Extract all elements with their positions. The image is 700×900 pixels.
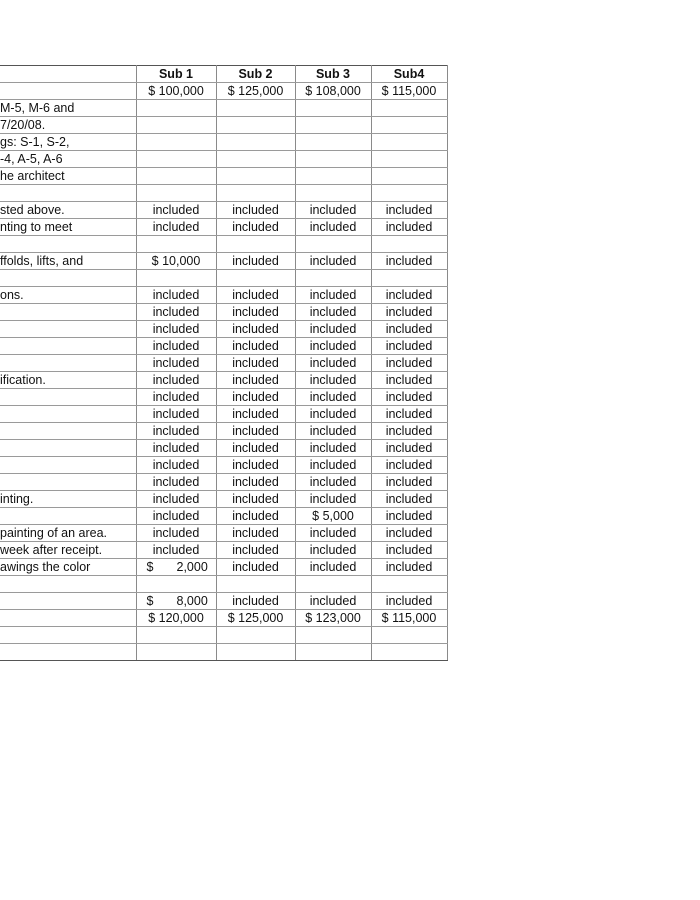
bid-value-sub-3: included <box>295 389 371 406</box>
bid-value-sub-4: included <box>371 304 447 321</box>
row-description <box>0 457 136 474</box>
row-description: 7/20/08. <box>0 117 136 134</box>
row-description <box>0 576 136 593</box>
bid-value-sub-2: included <box>216 338 295 355</box>
bid-value-sub-1: $ 8,000 <box>136 593 216 610</box>
bid-value-sub-1: included <box>136 389 216 406</box>
bid-value-sub-2 <box>216 185 295 202</box>
bid-value-sub-4: included <box>371 287 447 304</box>
bid-value-sub-4: $ 115,000 <box>371 610 447 627</box>
bid-value-sub-2 <box>216 576 295 593</box>
table-row <box>0 202 447 219</box>
bid-value-sub-3 <box>295 100 371 117</box>
bid-value-sub-1: included <box>136 321 216 338</box>
bid-value-sub-3: included <box>295 253 371 270</box>
bid-value-sub-3: included <box>295 440 371 457</box>
row-description <box>0 338 136 355</box>
bid-value-sub-1 <box>136 236 216 253</box>
table-row <box>0 253 447 270</box>
table-row <box>0 100 447 117</box>
bid-value-sub-2 <box>216 236 295 253</box>
bid-value-sub-4: included <box>371 372 447 389</box>
bid-value-sub-2 <box>216 100 295 117</box>
row-description: awings the color <box>0 559 136 576</box>
bid-value-sub-1: included <box>136 372 216 389</box>
bid-value-sub-1 <box>136 627 216 644</box>
table-row <box>0 151 447 168</box>
row-description <box>0 389 136 406</box>
bid-value-sub-2: included <box>216 593 295 610</box>
bid-value-sub-1 <box>136 100 216 117</box>
bid-value-sub-3: included <box>295 559 371 576</box>
bid-value-sub-2 <box>216 151 295 168</box>
row-description <box>0 644 136 661</box>
bid-value-sub-1: included <box>136 423 216 440</box>
bid-value-sub-2: included <box>216 542 295 559</box>
bid-value-sub-4 <box>371 168 447 185</box>
bid-value-sub-3 <box>295 236 371 253</box>
column-header-sub-1: Sub 1 <box>136 66 216 83</box>
bid-value-sub-3 <box>295 151 371 168</box>
bid-value-sub-2: $ 125,000 <box>216 83 295 100</box>
bid-value-sub-3 <box>295 576 371 593</box>
table-row <box>0 117 447 134</box>
bid-value-sub-3 <box>295 270 371 287</box>
row-description: inting. <box>0 491 136 508</box>
bid-value-sub-3: included <box>295 423 371 440</box>
row-description <box>0 423 136 440</box>
bid-value-sub-3: included <box>295 219 371 236</box>
bid-value-sub-1: $ 120,000 <box>136 610 216 627</box>
table-row <box>0 559 447 576</box>
bid-value-sub-4: included <box>371 253 447 270</box>
bid-value-sub-2: included <box>216 202 295 219</box>
table-row <box>0 236 447 253</box>
table-row <box>0 185 447 202</box>
bid-value-sub-1: included <box>136 355 216 372</box>
bid-value-sub-3: included <box>295 287 371 304</box>
table-row <box>0 338 447 355</box>
bid-value-sub-1: included <box>136 457 216 474</box>
table-row <box>0 423 447 440</box>
row-description <box>0 440 136 457</box>
row-description: ification. <box>0 372 136 389</box>
table-row <box>0 134 447 151</box>
table-row <box>0 457 447 474</box>
bid-value-sub-1: included <box>136 474 216 491</box>
row-description: he architect <box>0 168 136 185</box>
bid-value-sub-2 <box>216 627 295 644</box>
row-description <box>0 610 136 627</box>
bid-value-sub-1: included <box>136 440 216 457</box>
bid-value-sub-2: included <box>216 440 295 457</box>
bid-value-sub-4 <box>371 151 447 168</box>
bid-value-sub-2: included <box>216 253 295 270</box>
table-row <box>0 508 447 525</box>
bid-value-sub-1: included <box>136 542 216 559</box>
table-row <box>0 610 447 627</box>
bid-value-sub-2: included <box>216 559 295 576</box>
bid-value-sub-4: included <box>371 219 447 236</box>
bid-value-sub-1: included <box>136 338 216 355</box>
bid-value-sub-4: included <box>371 559 447 576</box>
bid-value-sub-4 <box>371 236 447 253</box>
row-description: -4, A-5, A-6 <box>0 151 136 168</box>
bid-value-sub-3: included <box>295 525 371 542</box>
bid-value-sub-2: included <box>216 525 295 542</box>
bid-value-sub-1 <box>136 134 216 151</box>
column-header-sub-2: Sub 2 <box>216 66 295 83</box>
bid-value-sub-3: included <box>295 338 371 355</box>
header-description-cell <box>0 66 136 83</box>
table-row <box>0 593 447 610</box>
table-row <box>0 491 447 508</box>
bid-value-sub-2: included <box>216 491 295 508</box>
row-description <box>0 508 136 525</box>
bid-value-sub-2: included <box>216 474 295 491</box>
table-row <box>0 270 447 287</box>
bid-value-sub-2: $ 125,000 <box>216 610 295 627</box>
bid-value-sub-2 <box>216 117 295 134</box>
bid-value-sub-4: included <box>371 338 447 355</box>
column-header-sub-3: Sub 3 <box>295 66 371 83</box>
bid-value-sub-2: included <box>216 219 295 236</box>
row-description: ons. <box>0 287 136 304</box>
bid-value-sub-4: included <box>371 202 447 219</box>
table-row <box>0 627 447 644</box>
table-row <box>0 576 447 593</box>
bid-value-sub-3: $ 5,000 <box>295 508 371 525</box>
bid-value-sub-2 <box>216 270 295 287</box>
bid-value-sub-4: included <box>371 457 447 474</box>
table-row <box>0 372 447 389</box>
bid-value-sub-1: included <box>136 287 216 304</box>
row-description <box>0 83 136 100</box>
row-description: sted above. <box>0 202 136 219</box>
table-row <box>0 474 447 491</box>
bid-value-sub-3 <box>295 627 371 644</box>
bid-value-sub-2 <box>216 168 295 185</box>
bid-value-sub-3 <box>295 644 371 661</box>
row-description <box>0 236 136 253</box>
bid-value-sub-4 <box>371 644 447 661</box>
bid-value-sub-2 <box>216 644 295 661</box>
bid-value-sub-3: $ 108,000 <box>295 83 371 100</box>
bid-value-sub-1 <box>136 117 216 134</box>
row-description <box>0 270 136 287</box>
bid-value-sub-2: included <box>216 304 295 321</box>
bid-value-sub-4: included <box>371 525 447 542</box>
bid-value-sub-4 <box>371 134 447 151</box>
bid-value-sub-4 <box>371 117 447 134</box>
bid-value-sub-4: included <box>371 406 447 423</box>
bid-value-sub-3: included <box>295 304 371 321</box>
row-description <box>0 627 136 644</box>
table-row <box>0 644 447 661</box>
bid-value-sub-3 <box>295 134 371 151</box>
bid-value-sub-3: included <box>295 474 371 491</box>
table-row <box>0 83 447 100</box>
table-row <box>0 304 447 321</box>
bid-value-sub-1 <box>136 270 216 287</box>
row-description: ffolds, lifts, and <box>0 253 136 270</box>
table-row <box>0 321 447 338</box>
bid-value-sub-4: included <box>371 321 447 338</box>
bid-value-sub-4: included <box>371 355 447 372</box>
bid-value-sub-4: included <box>371 389 447 406</box>
table-row <box>0 406 447 423</box>
bid-value-sub-3: included <box>295 321 371 338</box>
row-description: week after receipt. <box>0 542 136 559</box>
bid-value-sub-3: included <box>295 457 371 474</box>
bid-value-sub-4: included <box>371 474 447 491</box>
bid-value-sub-4: included <box>371 593 447 610</box>
table-row <box>0 287 447 304</box>
bid-value-sub-4: included <box>371 423 447 440</box>
row-description <box>0 593 136 610</box>
row-description: nting to meet <box>0 219 136 236</box>
bid-value-sub-4 <box>371 576 447 593</box>
column-header-sub-4: Sub4 <box>371 66 447 83</box>
bid-value-sub-4 <box>371 100 447 117</box>
bid-value-sub-1: $ 2,000 <box>136 559 216 576</box>
bid-value-sub-3: included <box>295 372 371 389</box>
bid-value-sub-1 <box>136 168 216 185</box>
bid-value-sub-4: included <box>371 491 447 508</box>
bid-value-sub-2 <box>216 134 295 151</box>
table-row <box>0 389 447 406</box>
bid-value-sub-4: included <box>371 440 447 457</box>
table-row <box>0 355 447 372</box>
bid-value-sub-1: included <box>136 406 216 423</box>
table-row <box>0 542 447 559</box>
bid-value-sub-2: included <box>216 372 295 389</box>
table-row <box>0 219 447 236</box>
row-description <box>0 304 136 321</box>
bid-value-sub-1: included <box>136 525 216 542</box>
bid-value-sub-1: included <box>136 491 216 508</box>
bid-value-sub-2: included <box>216 406 295 423</box>
bid-value-sub-3: included <box>295 202 371 219</box>
row-description: M-5, M-6 and <box>0 100 136 117</box>
bid-value-sub-3 <box>295 168 371 185</box>
bid-value-sub-1: $ 100,000 <box>136 83 216 100</box>
bid-value-sub-1 <box>136 576 216 593</box>
bid-value-sub-2: included <box>216 508 295 525</box>
bid-value-sub-4: included <box>371 508 447 525</box>
bid-value-sub-2: included <box>216 355 295 372</box>
bid-value-sub-4 <box>371 627 447 644</box>
bid-value-sub-2: included <box>216 423 295 440</box>
row-description <box>0 474 136 491</box>
row-description <box>0 355 136 372</box>
table-row <box>0 440 447 457</box>
table-row <box>0 525 447 542</box>
bid-value-sub-3 <box>295 185 371 202</box>
bid-value-sub-1: included <box>136 219 216 236</box>
bid-value-sub-2: included <box>216 287 295 304</box>
bid-value-sub-2: included <box>216 457 295 474</box>
bid-value-sub-1: $ 10,000 <box>136 253 216 270</box>
bid-value-sub-4: $ 115,000 <box>371 83 447 100</box>
bid-value-sub-3: $ 123,000 <box>295 610 371 627</box>
bid-value-sub-3 <box>295 117 371 134</box>
row-description: gs: S-1, S-2, <box>0 134 136 151</box>
table-row <box>0 168 447 185</box>
bid-value-sub-1 <box>136 151 216 168</box>
bid-value-sub-1 <box>136 644 216 661</box>
bid-value-sub-2: included <box>216 321 295 338</box>
bid-value-sub-4 <box>371 270 447 287</box>
bid-value-sub-4: included <box>371 542 447 559</box>
bid-value-sub-3: included <box>295 406 371 423</box>
bid-value-sub-2: included <box>216 389 295 406</box>
row-description <box>0 321 136 338</box>
header-row <box>0 66 447 83</box>
bid-value-sub-4 <box>371 185 447 202</box>
bid-value-sub-3: included <box>295 542 371 559</box>
bid-value-sub-3: included <box>295 355 371 372</box>
bid-value-sub-3: included <box>295 491 371 508</box>
bid-value-sub-1: included <box>136 304 216 321</box>
row-description <box>0 185 136 202</box>
row-description: painting of an area. <box>0 525 136 542</box>
row-description <box>0 406 136 423</box>
bid-value-sub-1: included <box>136 202 216 219</box>
bid-comparison-table <box>0 65 448 661</box>
bid-value-sub-1: included <box>136 508 216 525</box>
bid-value-sub-3: included <box>295 593 371 610</box>
bid-value-sub-1 <box>136 185 216 202</box>
